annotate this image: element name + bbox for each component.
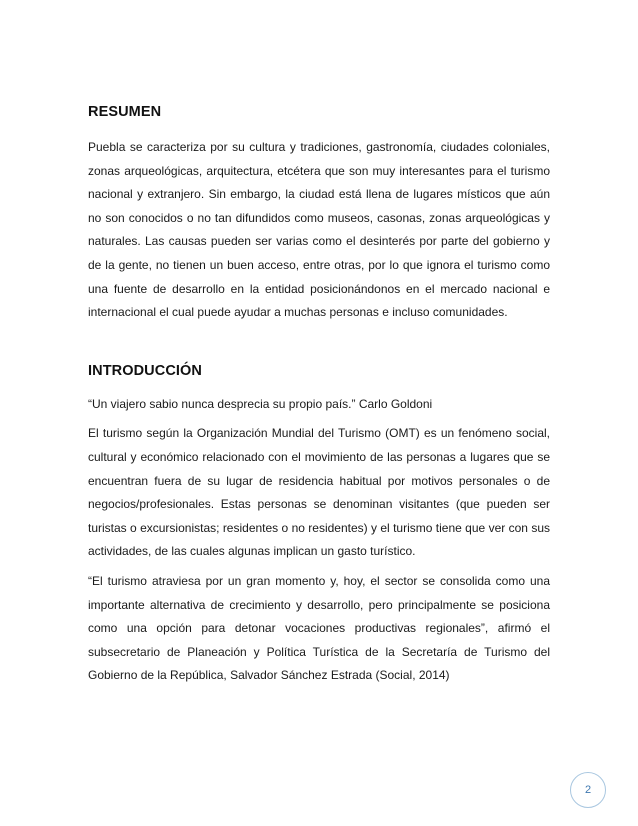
- introduccion-paragraph-2: “El turismo atraviesa por un gran momento y, hoy, el sector se consolida como una importante alternativa de crecimiento y desarrollo, pero principalmente se posiciona como una opción para detonar vocaciones productivas regionales”, afirmó el subsecretario de Planeación y Política Turística de la Secretaría de Turismo del Gobierno de la República, Salvador Sánchez Estrada (Social, 2014): [88, 573, 550, 683]
- introduccion-heading: INTRODUCCIÓN: [88, 362, 202, 379]
- page-number-label: 2: [584, 784, 592, 796]
- page-number-badge: [570, 772, 606, 808]
- page-content: [88, 104, 550, 694]
- introduccion-paragraph-1: El turismo según la Organización Mundial del Turismo (OMT) es un fenómeno social, cultural y económico relacionado con el movimiento de las personas a lugares que se encuentran fuera de su lugar de residencia habitual por motivos personales o de negocios/profesionales. Estas personas se denominan visitantes (que pueden ser turistas o excursionistas; residentes o no residentes) y el turismo tiene que ver con sus actividades, de las cuales algunas implican un gasto turístico.: [88, 426, 550, 559]
- resumen-paragraph: Puebla se caracteriza por su cultura y tradiciones, gastronomía, ciudades coloniales, zonas arqueológicas, arquitectura, etcétera que son muy interesantes para el turismo nacional y extranjero. Sin embargo, la ciudad está llena de lugares místicos que aún no son conocidos o no tan difundidos como museos, casonas, zonas arqueológicas y naturales. Las causas pueden ser varias como el desinterés por parte del gobierno y de la gente, no tienen un buen acceso, entre otras, por lo que ignora el turismo como una fuente de desarrollo en la entidad posicionándonos en el mercado nacional e internacional el cual puede ayudar a muchas personas e incluso comunidades.: [88, 140, 550, 320]
- introduccion-quote: “Un viajero sabio nunca desprecia su propio país.” Carlo Goldoni: [88, 396, 433, 411]
- resumen-heading: RESUMEN: [88, 104, 162, 120]
